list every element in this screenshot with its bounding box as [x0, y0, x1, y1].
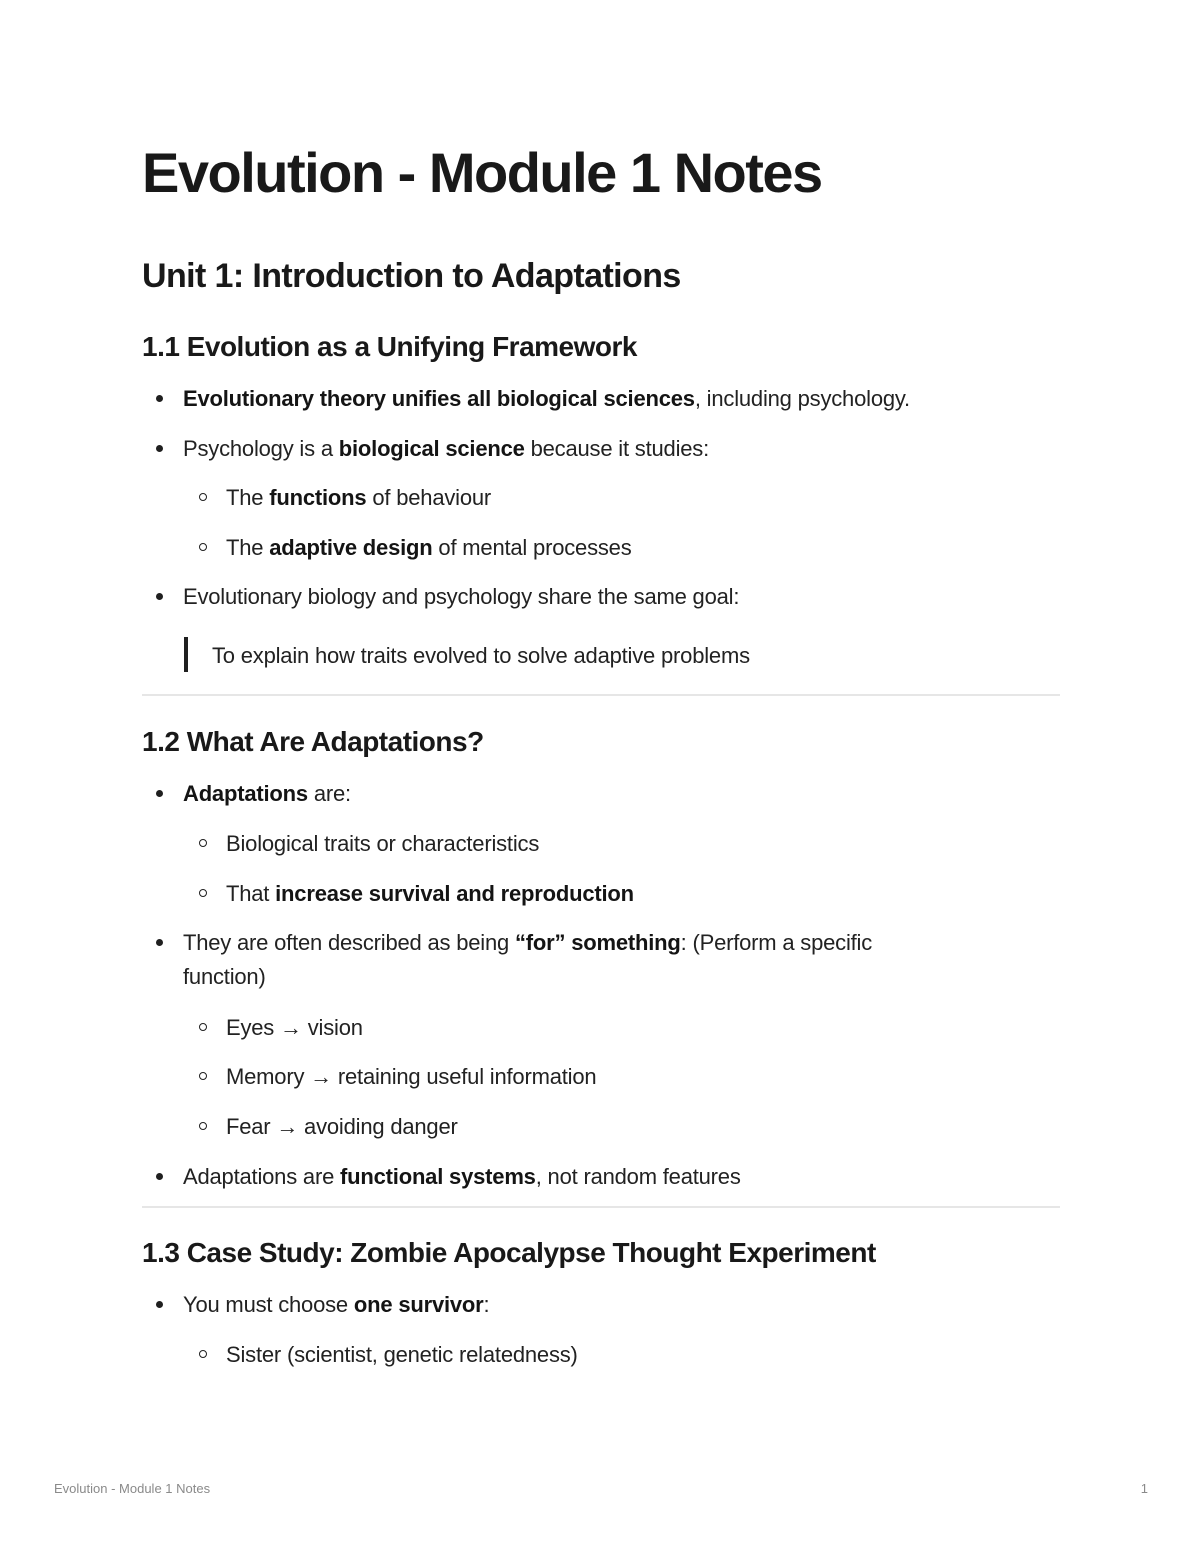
bullet-icon: [156, 939, 163, 946]
list-item: The adaptive design of mental processes: [226, 535, 632, 560]
sub-bullet-icon: [199, 1350, 207, 1358]
list-item: Eyes → vision: [226, 1015, 363, 1040]
section-divider: [142, 1206, 1060, 1208]
blockquote-text: To explain how traits evolved to solve adaptive problems: [212, 643, 750, 668]
bullet-icon: [156, 593, 163, 600]
blockquote-bar: [184, 637, 188, 672]
list-item: Psychology is a biological science because it studies:: [183, 436, 710, 461]
section-heading-1-3: 1.3 Case Study: Zombie Apocalypse Thought Experiment: [142, 1237, 876, 1268]
list-item: Fear → avoiding danger: [226, 1114, 458, 1139]
bullet-icon: [156, 395, 163, 402]
list-item: Memory → retaining useful information: [226, 1064, 597, 1089]
section-heading-1-2: 1.2 What Are Adaptations?: [142, 726, 484, 757]
sub-bullet-icon: [199, 889, 207, 897]
bullet-icon: [156, 445, 163, 452]
sub-bullet-icon: [199, 1072, 207, 1080]
bullet-icon: [156, 1301, 163, 1308]
footer-document-title: Evolution - Module 1 Notes: [54, 1481, 211, 1496]
section-divider: [142, 694, 1060, 696]
list-item: You must choose one survivor:: [183, 1292, 490, 1317]
list-item: Sister (scientist, genetic relatedness): [226, 1342, 578, 1367]
list-item: Biological traits or characteristics: [226, 831, 540, 856]
bullet-icon: [156, 790, 163, 797]
sub-bullet-icon: [199, 1023, 207, 1031]
list-item: Adaptations are:: [183, 781, 351, 806]
list-item: That increase survival and reproduction: [226, 881, 634, 906]
list-item: Evolutionary theory unifies all biological sciences, including psychology.: [183, 386, 910, 411]
footer-page-number: 1: [1140, 1481, 1148, 1496]
list-item: Adaptations are functional systems, not random features: [183, 1164, 741, 1189]
list-item: They are often described as being “for” something: (Perform a specific: [183, 930, 873, 955]
sub-bullet-icon: [199, 543, 207, 551]
section-heading-1-1: 1.1 Evolution as a Unifying Framework: [142, 331, 637, 362]
list-item-continuation: function): [183, 964, 266, 989]
list-item: The functions of behaviour: [226, 485, 492, 510]
page-title: Evolution - Module 1 Notes: [142, 141, 822, 204]
sub-bullet-icon: [199, 493, 207, 501]
bullet-icon: [156, 1173, 163, 1180]
sub-bullet-icon: [199, 839, 207, 847]
unit-heading: Unit 1: Introduction to Adaptations: [142, 257, 681, 295]
list-item: Evolutionary biology and psychology share the same goal:: [183, 584, 740, 609]
sub-bullet-icon: [199, 1122, 207, 1130]
